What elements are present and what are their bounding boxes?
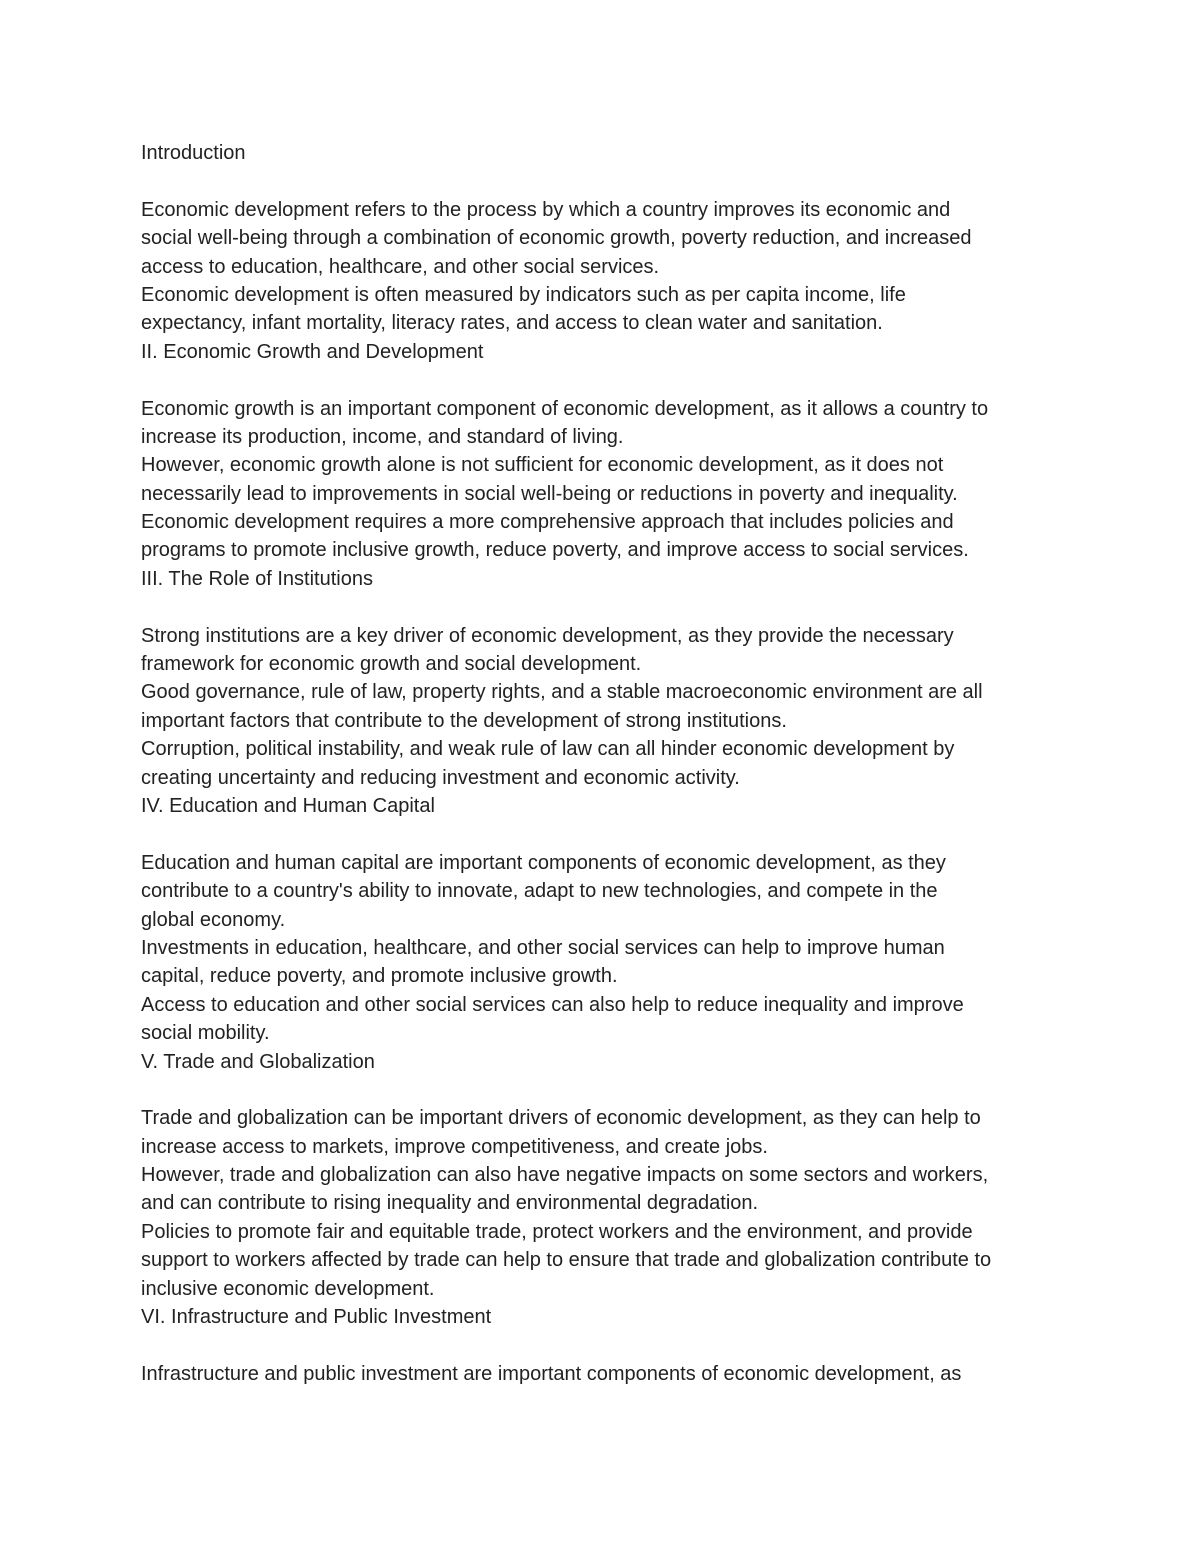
paragraph-line: Strong institutions are a key driver of economic development, as they provide the necessary <box>141 624 954 647</box>
paragraph-institutions-3 <box>141 735 1071 792</box>
paragraph-line: Economic development refers to the process by which a country improves its economic and <box>141 198 951 221</box>
paragraph-line: Corruption, political instability, and weak rule of law can all hinder economic development by <box>141 738 955 761</box>
heading-section-5 <box>141 1048 1071 1076</box>
paragraph-line: support to workers affected by trade can help to ensure that trade and globalization contribute to <box>141 1249 992 1272</box>
heading-section-6 <box>141 1303 1071 1331</box>
paragraph-growth-3 <box>141 508 1071 565</box>
heading-section-4 <box>141 792 1071 820</box>
heading-text: V. Trade and Globalization <box>141 1050 375 1073</box>
paragraph-line: Trade and globalization can be important drivers of economic development, as they can help to <box>141 1107 981 1130</box>
paragraph-education-2 <box>141 934 1071 991</box>
paragraph-line: social well-being through a combination of economic growth, poverty reduction, and increased <box>141 227 972 250</box>
paragraph-line: Economic development requires a more comprehensive approach that includes policies and <box>141 511 954 534</box>
paragraph-line: Infrastructure and public investment are important components of economic development, as <box>141 1362 962 1385</box>
paragraph-trade-3 <box>141 1218 1071 1303</box>
blank-line <box>141 820 1071 848</box>
document-body <box>141 139 1071 1388</box>
paragraph-education-3 <box>141 991 1071 1048</box>
paragraph-intro-2 <box>141 281 1071 338</box>
paragraph-line: Education and human capital are important components of economic development, as they <box>141 851 946 874</box>
heading-section-3 <box>141 565 1071 593</box>
paragraph-trade-1 <box>141 1104 1071 1161</box>
paragraph-line: However, trade and globalization can also have negative impacts on some sectors and workers, <box>141 1164 989 1187</box>
paragraph-line: expectancy, infant mortality, literacy rates, and access to clean water and sanitation. <box>141 312 883 335</box>
paragraph-line: However, economic growth alone is not sufficient for economic development, as it does not <box>141 454 944 477</box>
paragraph-line: Investments in education, healthcare, and other social services can help to improve human <box>141 936 945 959</box>
heading-text: III. The Role of Institutions <box>141 567 373 590</box>
paragraph-line: Economic growth is an important component of economic development, as it allows a country to <box>141 397 989 420</box>
paragraph-institutions-2 <box>141 678 1071 735</box>
paragraph-line: increase access to markets, improve competitiveness, and create jobs. <box>141 1135 768 1158</box>
paragraph-line: Policies to promote fair and equitable trade, protect workers and the environment, and provide <box>141 1220 973 1243</box>
paragraph-trade-2 <box>141 1161 1071 1218</box>
paragraph-growth-1 <box>141 395 1071 452</box>
paragraph-institutions-1 <box>141 622 1071 679</box>
blank-line <box>141 1331 1071 1359</box>
paragraph-line: access to education, healthcare, and other social services. <box>141 255 660 278</box>
paragraph-line: increase its production, income, and standard of living. <box>141 425 624 448</box>
paragraph-growth-2 <box>141 451 1071 508</box>
paragraph-line: global economy. <box>141 908 286 931</box>
paragraph-infrastructure-1 <box>141 1360 1071 1388</box>
heading-text: Introduction <box>141 142 246 164</box>
paragraph-line: capital, reduce poverty, and promote inclusive growth. <box>141 965 618 988</box>
paragraph-line: Good governance, rule of law, property rights, and a stable macroeconomic environment are all <box>141 681 983 704</box>
paragraph-line: Access to education and other social services can also help to reduce inequality and improve <box>141 993 964 1016</box>
blank-line <box>141 167 1071 195</box>
heading-introduction <box>141 139 1071 167</box>
paragraph-line: creating uncertainty and reducing investment and economic activity. <box>141 766 740 789</box>
paragraph-education-1 <box>141 849 1071 934</box>
blank-line <box>141 1076 1071 1104</box>
paragraph-intro-1 <box>141 196 1071 281</box>
paragraph-line: contribute to a country's ability to innovate, adapt to new technologies, and compete in the <box>141 880 938 903</box>
paragraph-line: inclusive economic development. <box>141 1277 435 1300</box>
blank-line <box>141 366 1071 394</box>
paragraph-line: important factors that contribute to the development of strong institutions. <box>141 709 787 732</box>
heading-text: VI. Infrastructure and Public Investment <box>141 1306 492 1329</box>
paragraph-line: necessarily lead to improvements in social well-being or reductions in poverty and inequality. <box>141 482 958 505</box>
heading-section-2 <box>141 338 1071 366</box>
heading-text: II. Economic Growth and Development <box>141 340 484 363</box>
blank-line <box>141 593 1071 621</box>
paragraph-line: and can contribute to rising inequality and environmental degradation. <box>141 1192 759 1215</box>
paragraph-line: programs to promote inclusive growth, reduce poverty, and improve access to social services. <box>141 539 969 562</box>
paragraph-line: social mobility. <box>141 1022 270 1045</box>
paragraph-line: Economic development is often measured by indicators such as per capita income, life <box>141 283 906 306</box>
heading-text: IV. Education and Human Capital <box>141 794 435 817</box>
paragraph-line: framework for economic growth and social development. <box>141 653 642 676</box>
